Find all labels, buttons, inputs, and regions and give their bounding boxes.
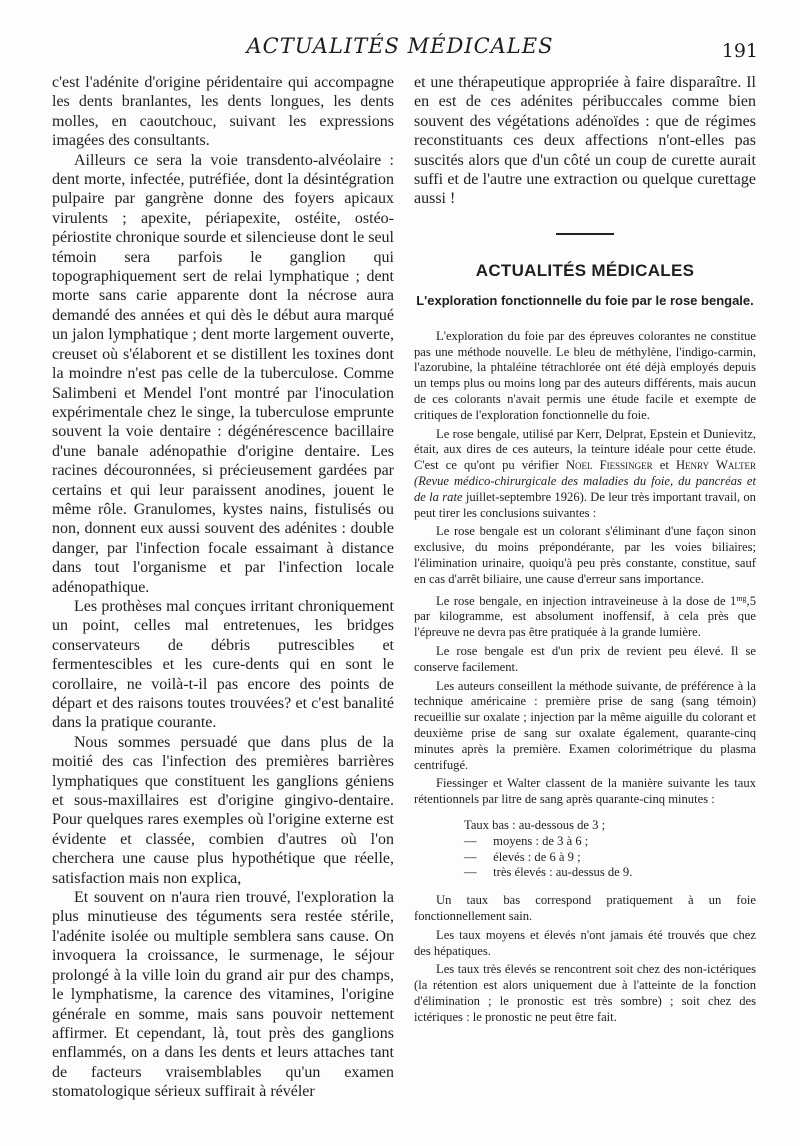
section-divider [556, 233, 614, 235]
rate-dash: — [464, 849, 477, 864]
article-paragraph: Les taux très élevés se rencontrent soit chez des non-ictériques (la rétention est alors uniquement due à l'atteinte de la fonction d'élimination ; le pronostic est très sombre) ; soit chez des ictériques : le pronostic ne peut être fait. [414, 962, 756, 1024]
rate-item: Taux bas : au-dessous de 3 ; [464, 817, 606, 832]
article-paragraph [414, 591, 756, 641]
rate-dash: — [464, 833, 477, 848]
article-paragraph [414, 427, 756, 522]
paragraph: c'est l'adénite d'origine péridentaire qui accompagne les dents branlantes, les dents longues, les dents molles, en caoutchouc, suivant les expressions imagées des consultants. [52, 74, 394, 150]
page-number: 191 [721, 40, 758, 62]
text-run: ,5 par kilogramme, est absolument inoffensif, à cela près que l'épreuve ne devra pas être pratiquée à la grande lumière. [414, 593, 756, 640]
right-column [414, 73, 756, 1029]
paragraph: Et souvent on n'aura rien trouvé, l'exploration la plus minutieuse des téguments sera restée stérile, l'adénite isolée ou multiple semblera sans cause. On invoquera la croissance, le surmenage, le séjour prolongé à la ville loin du grand air pur des champs, le lymphatisme, la carence des vitamines, l'origine générale en somme, mais sans pouvoir nettement affirmer. Et cependant, là, tout près des ganglions enflammés, on a dans les dents et leurs attaches tant de facteurs vraisemblables qu'un examen stomatologique sérieux suffirait à révéler [52, 889, 394, 1101]
rate-text: moyens : de 3 à 6 ; [493, 833, 589, 848]
text-run: et [659, 458, 669, 473]
paragraph: Les prothèses mal conçues irritant chroniquement un point, celles mal entretenues, les bridges conservateurs de débris putrescibles et fermentescibles et les cure-dents qui en sont le corollaire, ne voilà-t-il pas encore des points de départ et des raisons toutes trouvées? et c'est banalité dans la pratique courante. [52, 597, 394, 732]
article-paragraph: Un taux bas correspond pratiquement à un foie fonctionnellement sain. [414, 893, 756, 923]
rate-item [464, 834, 756, 850]
rate-text: très élevés : au-dessus de 9. [493, 865, 633, 880]
rate-list [464, 818, 756, 881]
journal-reference: (Revue médico-chirurgicale des maladies du foie, du pancréas et de la rate [414, 474, 756, 504]
paragraph: Nous sommes persuadé que dans plus de la moitié des cas l'infection des premières barrières lymphatiques que constituent les ganglions géniens et sous-maxillaires est d'origine gingivo-dentaire. Pour quelques rares exemples où l'origine externe est évidente et classée, combien d'autres où l'on cherchera une cause plus hypothétique que réelle, satisfaction mais non explica, [52, 733, 394, 887]
unit-superscript: mg [736, 593, 747, 603]
paragraph: Ailleurs ce sera la voie transdento-alvéolaire : dent morte, infectée, putréfiée, dont la désintégration pulpaire par gangrène donne des foyers apicaux virulents ; apexite, périapexite, ostéite, ostéo-périostite chronique sourde et silencieuse dont le seul témoin sera parfois le ganglion qui topographiquement sert de relai lymphatique ; dent morte sans carie apparente dont la nécrose aura demandé des années et qui dès le début aura marqué un jalon lymphatique ; dent morte largement ouverte, creuset où s'élaborent et se distillent les toxines dont la moindre n'est pas celle de la tuberculose. Comme Salimbeni et Mendel l'ont montré par l'inoculation expérimentale chez le singe, la tuberculose emprunte souvent la voie dentaire : dégénérescence bacillaire d'une banale adénopathie d'origine dentaire. Les racines découronnées, si précieusement gardées par certains et qui leur paraissent anodines, jouent le même rôle. Granulomes, kystes nains, fistulisés ou non, donnent eux aussi souvent des adénites : double danger, par l'infection focale essaimant à distance dans tout l'organisme et par l'infection locale adénopathique. [52, 151, 394, 596]
article-paragraph: Les taux moyens et élevés n'ont jamais été trouvés que chez des hépatiques. [414, 927, 756, 958]
rate-item [464, 865, 756, 881]
left-column [52, 73, 394, 1102]
author-name: Henry Walter [675, 458, 756, 473]
section-title: ACTUALITÉS MÉDICALES [475, 260, 695, 280]
article-body [414, 329, 756, 1026]
rate-dash: — [464, 865, 477, 880]
article-paragraph: Le rose bengale est d'un prix de revient peu élevé. Il se conserve facilement. [414, 643, 756, 674]
paragraph-continuation: et une thérapeutique appropriée à faire disparaître. Il en est de ces adénites péribuccales comme bien souvent des végétations adénoïdes : que de régimes reconstituants ces deux affections n'ont-elles pas suscités alors que d'un côté un coup de curette aurait suffi et de l'autre une extraction ou quelque curettage aussi ! [414, 74, 756, 208]
text-run: Le rose bengale, utilisé par Kerr, Delprat, Epstein et Dunievitz, était, aux dires de ces auteurs, la teinture idéale pour cette étude. C'est ce qu'ont pu vérifier [414, 426, 756, 473]
text-run: Le rose bengale, en injection intraveineuse à la dose de 1 [436, 593, 737, 608]
running-head: ACTUALITÉS MÉDICALES [246, 34, 554, 58]
article-title: L'exploration fonctionnelle du foie par le rose bengale. [416, 292, 754, 308]
text-run: juillet-septembre 1926). De leur très important travail, on peut tirer les conclusions suivantes : [414, 489, 756, 520]
article-paragraph: Les auteurs conseillent la méthode suivante, de préférence à la technique américaine : première prise de sang (sang témoin) recueillie sur oxalate ; injection par la même aiguille du colorant et deuxième prise de sang sur oxalate également, quarante-cinq minutes après la première. Examen colorimétrique du plasma centrifugé. [414, 678, 756, 772]
rate-item [464, 850, 756, 866]
author-name: Noel Fiessinger [565, 458, 653, 473]
article-paragraph: Fiessinger et Walter classent de la manière suivante les taux rétentionnels par litre de sang après quarante-cinq minutes : [414, 776, 756, 807]
article-paragraph: L'exploration du foie par des épreuves colorantes ne constitue pas une méthode nouvelle. Le bleu de méthylène, l'indigo-carmin, l'azorubine, la phtaléine tétrachlorée ont été déjà employés depuis un temps plus ou moins long par des auteurs différents, mais aucun de ces colorants n'avait permis une étude facile et exempte de critiques de l'exploration fonctionnelle du foie. [414, 328, 756, 422]
article-paragraph: Le rose bengale est un colorant s'éliminant d'une façon sinon exclusive, du moins prépondérante, par les voies biliaires; l'élimination urinaire, quoiqu'à peu près constante, constitue, sauf en cas d'arrêt biliaire, une cause d'erreur sans importance. [414, 524, 756, 586]
rate-text: élevés : de 6 à 9 ; [493, 849, 581, 864]
